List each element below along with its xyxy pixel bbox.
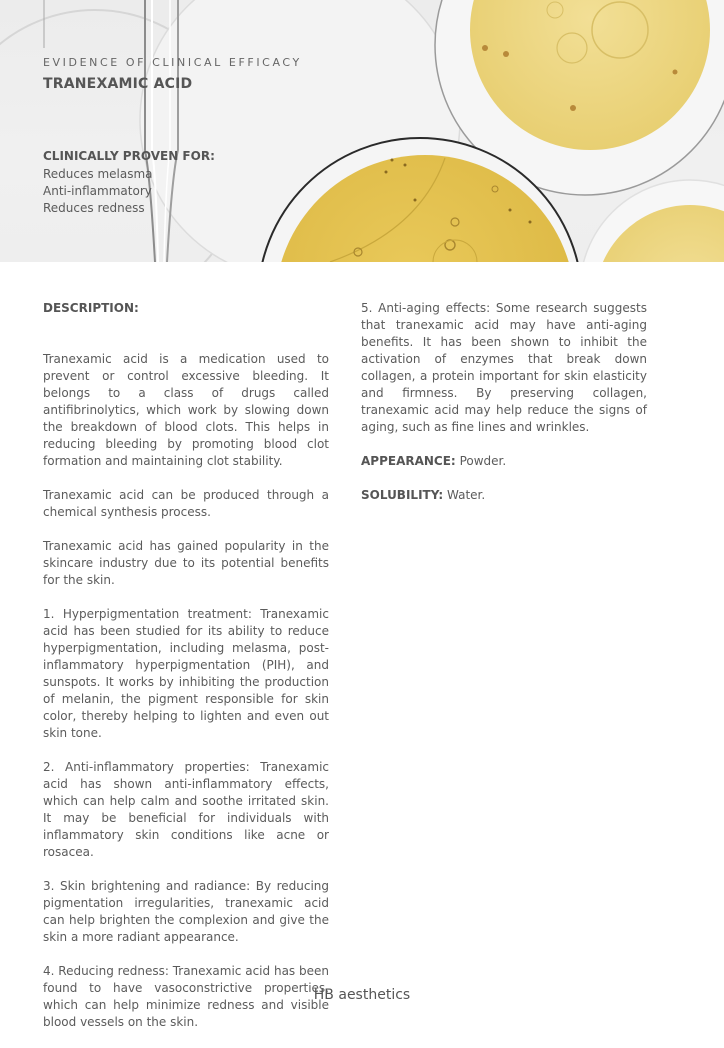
bubble <box>391 159 394 162</box>
proven-item: Anti-inflammatory <box>43 184 152 198</box>
solubility-value: Water. <box>447 488 486 502</box>
appearance-label: APPEARANCE: <box>361 454 456 468</box>
benefit-anti-aging: 5. Anti-aging effects: Some research suggests that tranexamic acid may have anti-aging benefits. It has been shown to inhibit the activation of enzymes that break down collagen, a protein important for skin elasticity and firmness. By preserving collagen, tranexamic acid may help reduce the signs of aging, such as fine lines and wrinkles. <box>361 301 647 434</box>
appearance-row <box>361 453 647 470</box>
page-title: TRANEXAMIC ACID <box>43 76 193 92</box>
left-column <box>43 300 329 1048</box>
benefit-hyperpigmentation: 1. Hyperpigmentation treatment: Tranexamic acid has been studied for its ability to reduce hyperpigmentation, including melasma, post-inflammatory hyperpigmentation (PIH), and sunspots. It works by inhibiting the production of melanin, the pigment responsible for skin color, thereby helping to lighten and even out skin tone. <box>43 607 329 740</box>
bubble <box>570 105 576 111</box>
benefit-brightening: 3. Skin brightening and radiance: By reducing pigmentation irregularities, tranexamic acid can help brighten the complexion and give the skin a more radiant appearance. <box>43 879 329 944</box>
description-heading: DESCRIPTION: <box>43 301 139 315</box>
bubble <box>503 51 509 57</box>
petri-dish-image <box>0 0 724 262</box>
bubble <box>529 221 532 224</box>
bubble <box>385 171 388 174</box>
hero-banner <box>0 0 724 262</box>
solubility-row <box>361 487 647 504</box>
footer-brand: HB aesthetics <box>313 987 411 1003</box>
bubble <box>509 209 512 212</box>
clinically-proven-heading: CLINICALLY PROVEN FOR: <box>43 149 215 163</box>
bubble <box>404 164 407 167</box>
solubility-label: SOLUBILITY: <box>361 488 444 502</box>
benefit-redness: 4. Reducing redness: Tranexamic acid has been found to have vasoconstrictive properties, which can help minimize redness and visible blood vessels on the skin. <box>43 964 329 1029</box>
proven-item: Reduces melasma <box>43 167 153 181</box>
description-paragraph: Tranexamic acid has gained popularity in the skincare industry due to its potential benefits for the skin. <box>43 539 329 587</box>
benefit-anti-inflammatory: 2. Anti-inflammatory properties: Tranexamic acid has shown anti-inflammatory effects, which can help calm and soothe irritated skin. It may be beneficial for individuals with inflammatory skin conditions like acne or rosacea. <box>43 760 329 859</box>
bubble <box>414 199 417 202</box>
appearance-value: Powder. <box>459 454 507 468</box>
right-column <box>361 300 647 521</box>
description-paragraph: Tranexamic acid is a medication used to prevent or control excessive bleeding. It belongs to a class of drugs called antifibrinolytics, which work by slowing down the breakdown of blood clots. This helps in reducing bleeding by promoting blood clot formation and maintaining clot stability. <box>43 352 329 468</box>
description-paragraph: Tranexamic acid can be produced through a chemical synthesis process. <box>43 488 329 519</box>
clinically-proven-list <box>43 166 153 217</box>
proven-item: Reduces redness <box>43 201 145 215</box>
bubble <box>673 70 678 75</box>
eyebrow-label: EVIDENCE OF CLINICAL EFFICACY <box>43 56 302 69</box>
bubble <box>482 45 488 51</box>
